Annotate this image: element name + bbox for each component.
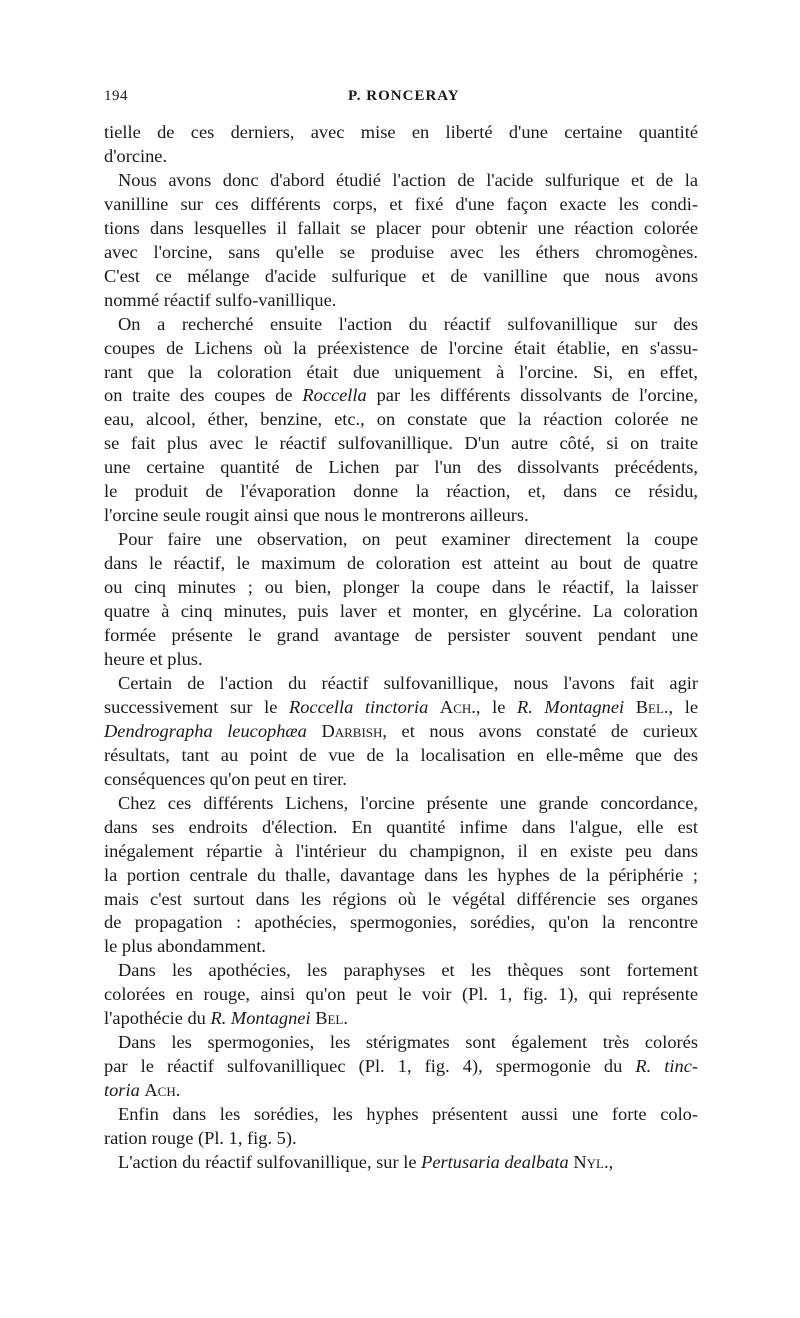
paragraph: [104, 121, 698, 169]
text-line: successivement sur le Roccella tinctoria Ach., le R. Montagnei Bel., le: [104, 696, 698, 717]
text-line: dans le réactif, le maximum de coloration est atteint au bout de quatre: [104, 553, 698, 574]
paragraph: [104, 1151, 698, 1175]
italic-taxon: R. Montagnei: [210, 1008, 311, 1029]
text-line: mais c'est surtout dans les régions où le végétal différencie ses organes: [104, 888, 698, 909]
text-line: on traite des coupes de Roccella par les différents dissolvants de l'orcine,: [104, 385, 698, 406]
author-abbrev: Bel.: [315, 1008, 348, 1029]
text-line: [104, 1079, 698, 1103]
text-line: le plus abondamment.: [104, 936, 266, 957]
paragraph: [104, 959, 698, 1031]
text-line: C'est ce mélange d'acide sulfurique et de vanilline que nous avons: [104, 265, 698, 286]
text-line: d'orcine.: [104, 145, 168, 166]
text-line: une certaine quantité de Lichen par l'un des dissolvants précédents,: [104, 457, 698, 478]
text-line: la portion centrale du thalle, davantage dans les hyphes de la périphérie ;: [104, 864, 698, 885]
paragraph: [104, 1103, 698, 1151]
text-line: Pour faire une observation, on peut examiner directement la coupe: [118, 529, 698, 550]
text-line: inégalement répartie à l'intérieur du champignon, il en existe peu dans: [104, 840, 698, 861]
text-line: eau, alcool, éther, benzine, etc., on constate que la réaction colorée ne: [104, 409, 698, 430]
text-line: Dans les apothécies, les paraphyses et les thèques sont fortement: [118, 960, 698, 981]
text-line: conséquences qu'on peut en tirer.: [104, 768, 347, 789]
text-line: Enfin dans les sorédies, les hyphes présentent aussi une forte colo-: [118, 1104, 698, 1125]
author-abbrev: Ach.: [439, 696, 476, 717]
paragraph: [104, 672, 698, 792]
running-head: P. RONCERAY: [348, 88, 460, 104]
page-header: [100, 88, 700, 110]
text-line: l'apothécie du R. Montagnei Bel.: [104, 1008, 348, 1029]
text-line: nommé réactif sulfo-vanillique.: [104, 289, 337, 310]
paragraph: [104, 528, 698, 672]
text-line: formée présente le grand avantage de persister souvent pendant une: [104, 625, 698, 646]
paragraph: [104, 792, 698, 960]
italic-taxon: R. tinc-: [635, 1056, 698, 1077]
italic-taxon: Roccella: [302, 385, 367, 406]
paragraph: [104, 313, 698, 529]
text-line: dans ses endroits d'élection. En quantité infime dans l'algue, elle est: [104, 816, 698, 837]
text-line: Nous avons donc d'abord étudié l'action de l'acide sulfurique et de la: [118, 169, 698, 190]
text-line: ou cinq minutes ; ou bien, plonger la coupe dans le réactif, la laisser: [104, 577, 698, 598]
text-line: Certain de l'action du réactif sulfovanillique, nous l'avons fait agir: [118, 672, 698, 693]
italic-taxon: Roccella tinctoria: [289, 696, 429, 717]
author-abbrev: Ach.: [144, 1080, 181, 1101]
text-line: L'action du réactif sulfovanillique, sur le Pertusaria dealbata Nyl.,: [118, 1151, 614, 1172]
text-line: heure et plus.: [104, 648, 203, 669]
author-abbrev: Bel.: [635, 696, 669, 717]
italic-taxon: Pertusaria dealbata: [421, 1151, 569, 1172]
text-line: avec l'orcine, sans qu'elle se produise avec les éthers chromogènes.: [104, 241, 698, 262]
text-line: vanilline sur ces différents corps, et fixé d'une façon exacte les condi-: [104, 193, 698, 214]
text-line: rant que la coloration était due uniquement à l'orcine. Si, en effet,: [104, 361, 698, 382]
text-line: On a recherché ensuite l'action du réactif sulfovanillique sur des: [118, 313, 698, 334]
text-line: Chez ces différents Lichens, l'orcine présente une grande concordance,: [118, 792, 698, 813]
author-abbrev: Darbish: [321, 720, 383, 741]
italic-taxon: Dendrographa leucophæa: [104, 720, 307, 741]
text-line: colorées en rouge, ainsi qu'on peut le voir (Pl. 1, fig. 1), qui représente: [104, 984, 698, 1005]
text-line: coupes de Lichens où la préexistence de l'orcine était établie, en s'assu-: [104, 337, 698, 358]
paragraph: [104, 1031, 698, 1103]
text-line: ration rouge (Pl. 1, fig. 5).: [104, 1128, 297, 1149]
text-line: quatre à cinq minutes, puis laver et monter, en glycérine. La coloration: [104, 601, 698, 622]
text-line: de propagation : apothécies, spermogonies, sorédies, qu'on la rencontre: [104, 912, 698, 933]
italic-taxon: R. Montagnei: [516, 696, 625, 717]
paragraph: [104, 169, 698, 313]
text-line: se fait plus avec le réactif sulfovanillique. D'un autre côté, si on traite: [104, 433, 698, 454]
text-line: tielle de ces derniers, avec mise en liberté d'une certaine quantité: [104, 122, 698, 142]
text-line: résultats, tant au point de vue de la localisation en elle-même que des: [104, 744, 698, 765]
author-abbrev: Nyl.: [573, 1151, 609, 1172]
text-line: le produit de l'évaporation donne la réaction, et, dans ce résidu,: [104, 481, 698, 502]
text-line: Dans les spermogonies, les stérigmates sont également très colorés: [118, 1032, 698, 1053]
text-line: tions dans lesquelles il fallait se placer pour obtenir une réaction colorée: [104, 217, 698, 238]
text-line: Dendrographa leucophæa Darbish, et nous avons constaté de curieux: [104, 720, 698, 741]
page-number: 194: [104, 88, 128, 104]
body-text: [104, 121, 698, 1175]
italic-taxon: toria: [104, 1080, 140, 1101]
text-line: par le réactif sulfovanilliquec (Pl. 1, fig. 4), spermogonie du R. tinc-: [104, 1056, 698, 1077]
text-line: l'orcine seule rougit ainsi que nous le montrerons ailleurs.: [104, 505, 529, 526]
